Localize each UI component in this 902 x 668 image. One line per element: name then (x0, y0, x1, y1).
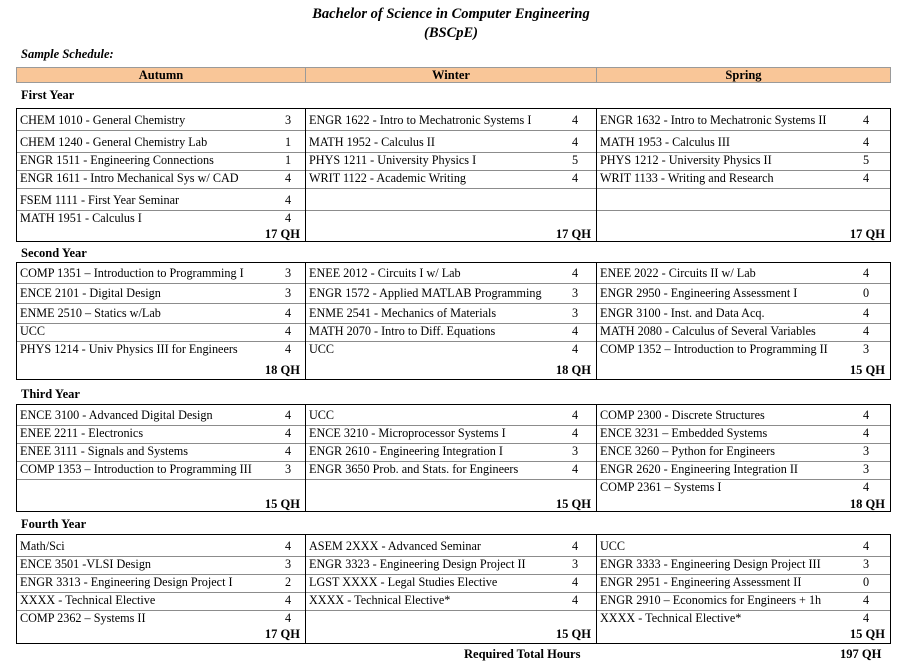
course-row (597, 170, 890, 189)
course-name: MATH 2080 - Calculus of Several Variables (600, 324, 816, 338)
course-row (306, 574, 596, 593)
term-total-hours: 15 QH (555, 627, 591, 641)
course-name: ENGR 2950 - Engineering Assessment I (600, 286, 798, 300)
course-credits: 4 (571, 342, 579, 356)
course-row (597, 538, 890, 557)
course-name: ENME 2510 – Statics w/Lab (20, 306, 161, 320)
term-total-hours: 15 QH (264, 497, 300, 511)
course-row (306, 443, 596, 462)
course-credits: 4 (571, 539, 579, 553)
course-row (597, 192, 890, 211)
course-credits: 4 (571, 593, 579, 607)
course-name: ENEE 2012 - Circuits I w/ Lab (309, 266, 461, 280)
course-name: LGST XXXX - Legal Studies Elective (309, 575, 498, 589)
course-row (306, 285, 596, 304)
course-name: FSEM 1111 - First Year Seminar (20, 193, 180, 207)
course-name: CHEM 1240 - General Chemistry Lab (20, 135, 208, 149)
course-credits: 3 (862, 444, 870, 458)
course-name: ENGR 2610 - Engineering Integration I (309, 444, 503, 458)
course-credits: 4 (862, 135, 870, 149)
course-credits: 0 (862, 575, 870, 589)
course-row (17, 170, 305, 189)
term-column (596, 108, 891, 242)
course-row (17, 556, 305, 575)
course-name: WRIT 1122 - Academic Writing (309, 171, 467, 185)
course-row (17, 134, 305, 153)
course-credits: 4 (862, 539, 870, 553)
course-row (597, 134, 890, 153)
course-row (306, 134, 596, 153)
course-credits: 4 (571, 408, 579, 422)
term-total-hours: 18 QH (264, 363, 300, 377)
course-credits: 3 (284, 286, 292, 300)
course-name: ENGR 3323 - Engineering Design Project II (309, 557, 526, 571)
year-label: Second Year (21, 246, 87, 260)
course-row (306, 556, 596, 575)
course-row (597, 341, 890, 359)
course-credits: 4 (862, 593, 870, 607)
course-row (597, 443, 890, 462)
course-row (597, 323, 890, 342)
course-name: ENEE 2211 - Electronics (20, 426, 144, 440)
course-credits: 4 (862, 426, 870, 440)
course-name: COMP 1352 – Introduction to Programming II (600, 342, 828, 356)
term-total-hours: 15 QH (849, 627, 885, 641)
course-row (17, 210, 305, 228)
course-name: ENME 2541 - Mechanics of Materials (309, 306, 497, 320)
course-name: ASEM 2XXX - Advanced Seminar (309, 539, 481, 553)
course-row (17, 285, 305, 304)
course-row (597, 461, 890, 480)
course-credits: 0 (862, 286, 870, 300)
course-credits: 4 (571, 171, 579, 185)
course-row (306, 192, 596, 211)
course-name: MATH 2070 - Intro to Diff. Equations (309, 324, 496, 338)
course-credits: 3 (571, 444, 579, 458)
course-credits: 3 (862, 557, 870, 571)
course-row (597, 305, 890, 324)
term-total-hours: 17 QH (264, 627, 300, 641)
term-total-hours: 17 QH (264, 227, 300, 241)
required-total-hours-value: 197 QH (840, 647, 882, 661)
course-credits: 4 (284, 408, 292, 422)
course-credits: 3 (862, 342, 870, 356)
course-row (17, 592, 305, 611)
course-row (306, 112, 596, 131)
course-credits: 3 (284, 266, 292, 280)
course-row (17, 152, 305, 171)
course-name: ENGR 1622 - Intro to Mechatronic Systems I (309, 113, 532, 127)
course-name: WRIT 1133 - Writing and Research (600, 171, 774, 185)
course-credits: 4 (862, 266, 870, 280)
course-row (306, 479, 596, 497)
course-credits: 4 (284, 444, 292, 458)
course-row (597, 112, 890, 131)
course-name: ENCE 3100 - Advanced Digital Design (20, 408, 213, 422)
course-name: UCC (20, 324, 46, 338)
term-total-hours: 15 QH (849, 363, 885, 377)
course-credits: 4 (571, 113, 579, 127)
course-row (597, 592, 890, 611)
course-row (17, 192, 305, 211)
course-name: ENEE 2022 - Circuits II w/ Lab (600, 266, 756, 280)
course-row (306, 407, 596, 426)
course-name: ENGR 2951 - Engineering Assessment II (600, 575, 802, 589)
course-name: ENCE 3231 – Embedded Systems (600, 426, 768, 440)
course-name: ENCE 3210 - Microprocessor Systems I (309, 426, 506, 440)
course-name: PHYS 1214 - Univ Physics III for Engineers (20, 342, 238, 356)
course-credits: 3 (571, 286, 579, 300)
course-credits: 4 (571, 266, 579, 280)
course-name: ENEE 3111 - Signals and Systems (20, 444, 189, 458)
course-row (597, 556, 890, 575)
course-row (17, 265, 305, 284)
course-name: ENGR 1611 - Intro Mechanical Sys w/ CAD (20, 171, 239, 185)
course-row (17, 461, 305, 480)
term-column (16, 534, 306, 644)
page-title: Bachelor of Science in Computer Engineering (312, 6, 590, 22)
year-label: Fourth Year (21, 517, 87, 531)
term-column (16, 404, 306, 512)
course-row (306, 592, 596, 611)
course-credits: 4 (862, 611, 870, 625)
course-credits: 4 (862, 306, 870, 320)
course-name: PHYS 1211 - University Physics I (309, 153, 477, 167)
term-header-autumn: Autumn (16, 67, 306, 83)
course-name: UCC (600, 539, 626, 553)
course-name: ENGR 1632 - Intro to Mechatronic Systems II (600, 113, 827, 127)
course-name: ENCE 2101 - Digital Design (20, 286, 161, 300)
course-credits: 4 (284, 611, 292, 625)
course-credits: 4 (284, 211, 292, 225)
term-column (305, 404, 597, 512)
course-row (306, 152, 596, 171)
course-row (17, 407, 305, 426)
course-row (17, 425, 305, 444)
term-total-hours: 18 QH (555, 363, 591, 377)
term-column (305, 262, 597, 380)
course-name: CHEM 1010 - General Chemistry (20, 113, 186, 127)
course-credits: 4 (571, 135, 579, 149)
course-name: PHYS 1212 - University Physics II (600, 153, 772, 167)
course-name: UCC (309, 342, 335, 356)
term-total-hours: 17 QH (849, 227, 885, 241)
course-name: ENGR 3333 - Engineering Design Project III (600, 557, 821, 571)
course-row (597, 425, 890, 444)
course-row (306, 170, 596, 189)
course-name: ENGR 1511 - Engineering Connections (20, 153, 214, 167)
course-name: ENGR 3313 - Engineering Design Project I (20, 575, 233, 589)
course-credits: 3 (284, 113, 292, 127)
course-row (597, 610, 890, 628)
course-credits: 4 (284, 171, 292, 185)
sample-schedule-label: Sample Schedule: (21, 47, 114, 61)
course-row (17, 305, 305, 324)
term-total-hours: 15 QH (555, 497, 591, 511)
term-column (596, 262, 891, 380)
term-column (305, 534, 597, 644)
course-name: XXXX - Technical Elective* (309, 593, 451, 607)
course-name: COMP 1351 – Introduction to Programming I (20, 266, 244, 280)
course-credits: 4 (284, 306, 292, 320)
year-label: First Year (21, 88, 75, 102)
course-name: ENCE 3501 -VLSI Design (20, 557, 152, 571)
course-name: COMP 1353 – Introduction to Programming III (20, 462, 252, 476)
required-total-hours-label: Required Total Hours (464, 647, 581, 661)
course-name: COMP 2362 – Systems II (20, 611, 146, 625)
course-row (597, 407, 890, 426)
course-credits: 4 (571, 426, 579, 440)
course-credits: 4 (571, 324, 579, 338)
page-subtitle: (BSCpE) (424, 25, 478, 41)
course-row (306, 265, 596, 284)
course-credits: 4 (284, 342, 292, 356)
course-row (17, 574, 305, 593)
course-name: COMP 2300 - Discrete Structures (600, 408, 765, 422)
course-name: Math/Sci (20, 539, 65, 553)
course-credits: 1 (284, 135, 292, 149)
course-credits: 4 (862, 408, 870, 422)
course-credits: 3 (862, 462, 870, 476)
course-name: MATH 1951 - Calculus I (20, 211, 142, 225)
course-row (597, 574, 890, 593)
course-row (306, 425, 596, 444)
course-name: ENCE 3260 – Python for Engineers (600, 444, 776, 458)
course-name: COMP 2361 – Systems I (600, 480, 722, 494)
year-label: Third Year (21, 387, 80, 401)
course-name: ENGR 3650 Prob. and Stats. for Engineers (309, 462, 519, 476)
course-credits: 4 (862, 113, 870, 127)
course-credits: 4 (862, 324, 870, 338)
term-column (596, 404, 891, 512)
course-row (597, 265, 890, 284)
course-name: ENGR 2910 – Economics for Engineers + 1h (600, 593, 822, 607)
course-row (306, 305, 596, 324)
course-row (597, 479, 890, 497)
term-column (16, 262, 306, 380)
course-credits: 3 (571, 306, 579, 320)
course-credits: 4 (284, 593, 292, 607)
course-row (597, 152, 890, 171)
course-row (17, 610, 305, 628)
term-column (16, 108, 306, 242)
course-credits: 2 (284, 575, 292, 589)
course-credits: 4 (284, 539, 292, 553)
course-name: XXXX - Technical Elective (20, 593, 156, 607)
course-row (306, 538, 596, 557)
course-credits: 4 (862, 171, 870, 185)
course-row (17, 479, 305, 497)
course-row (306, 323, 596, 342)
course-row (17, 443, 305, 462)
course-credits: 5 (571, 153, 579, 167)
term-total-hours: 18 QH (849, 497, 885, 511)
course-row (306, 210, 596, 228)
course-credits: 4 (862, 480, 870, 494)
course-row (17, 323, 305, 342)
course-credits: 4 (284, 193, 292, 207)
course-name: UCC (309, 408, 335, 422)
course-name: MATH 1953 - Calculus III (600, 135, 730, 149)
course-credits: 4 (284, 324, 292, 338)
course-credits: 4 (571, 575, 579, 589)
course-row (17, 112, 305, 131)
course-row (306, 341, 596, 359)
course-name: XXXX - Technical Elective* (600, 611, 742, 625)
course-row (597, 210, 890, 228)
course-credits: 4 (571, 462, 579, 476)
course-row (17, 538, 305, 557)
course-name: ENGR 2620 - Engineering Integration II (600, 462, 798, 476)
course-credits: 3 (571, 557, 579, 571)
course-row (306, 461, 596, 480)
course-credits: 3 (284, 462, 292, 476)
course-credits: 1 (284, 153, 292, 167)
course-credits: 3 (284, 557, 292, 571)
course-credits: 5 (862, 153, 870, 167)
course-name: MATH 1952 - Calculus II (309, 135, 435, 149)
course-row (597, 285, 890, 304)
term-header-spring: Spring (596, 67, 891, 83)
term-total-hours: 17 QH (555, 227, 591, 241)
term-header-winter: Winter (305, 67, 597, 83)
term-column (305, 108, 597, 242)
term-column (596, 534, 891, 644)
course-name: ENGR 3100 - Inst. and Data Acq. (600, 306, 765, 320)
course-row (306, 610, 596, 628)
course-name: ENGR 1572 - Applied MATLAB Programming (309, 286, 542, 300)
course-row (17, 341, 305, 359)
course-credits: 4 (284, 426, 292, 440)
